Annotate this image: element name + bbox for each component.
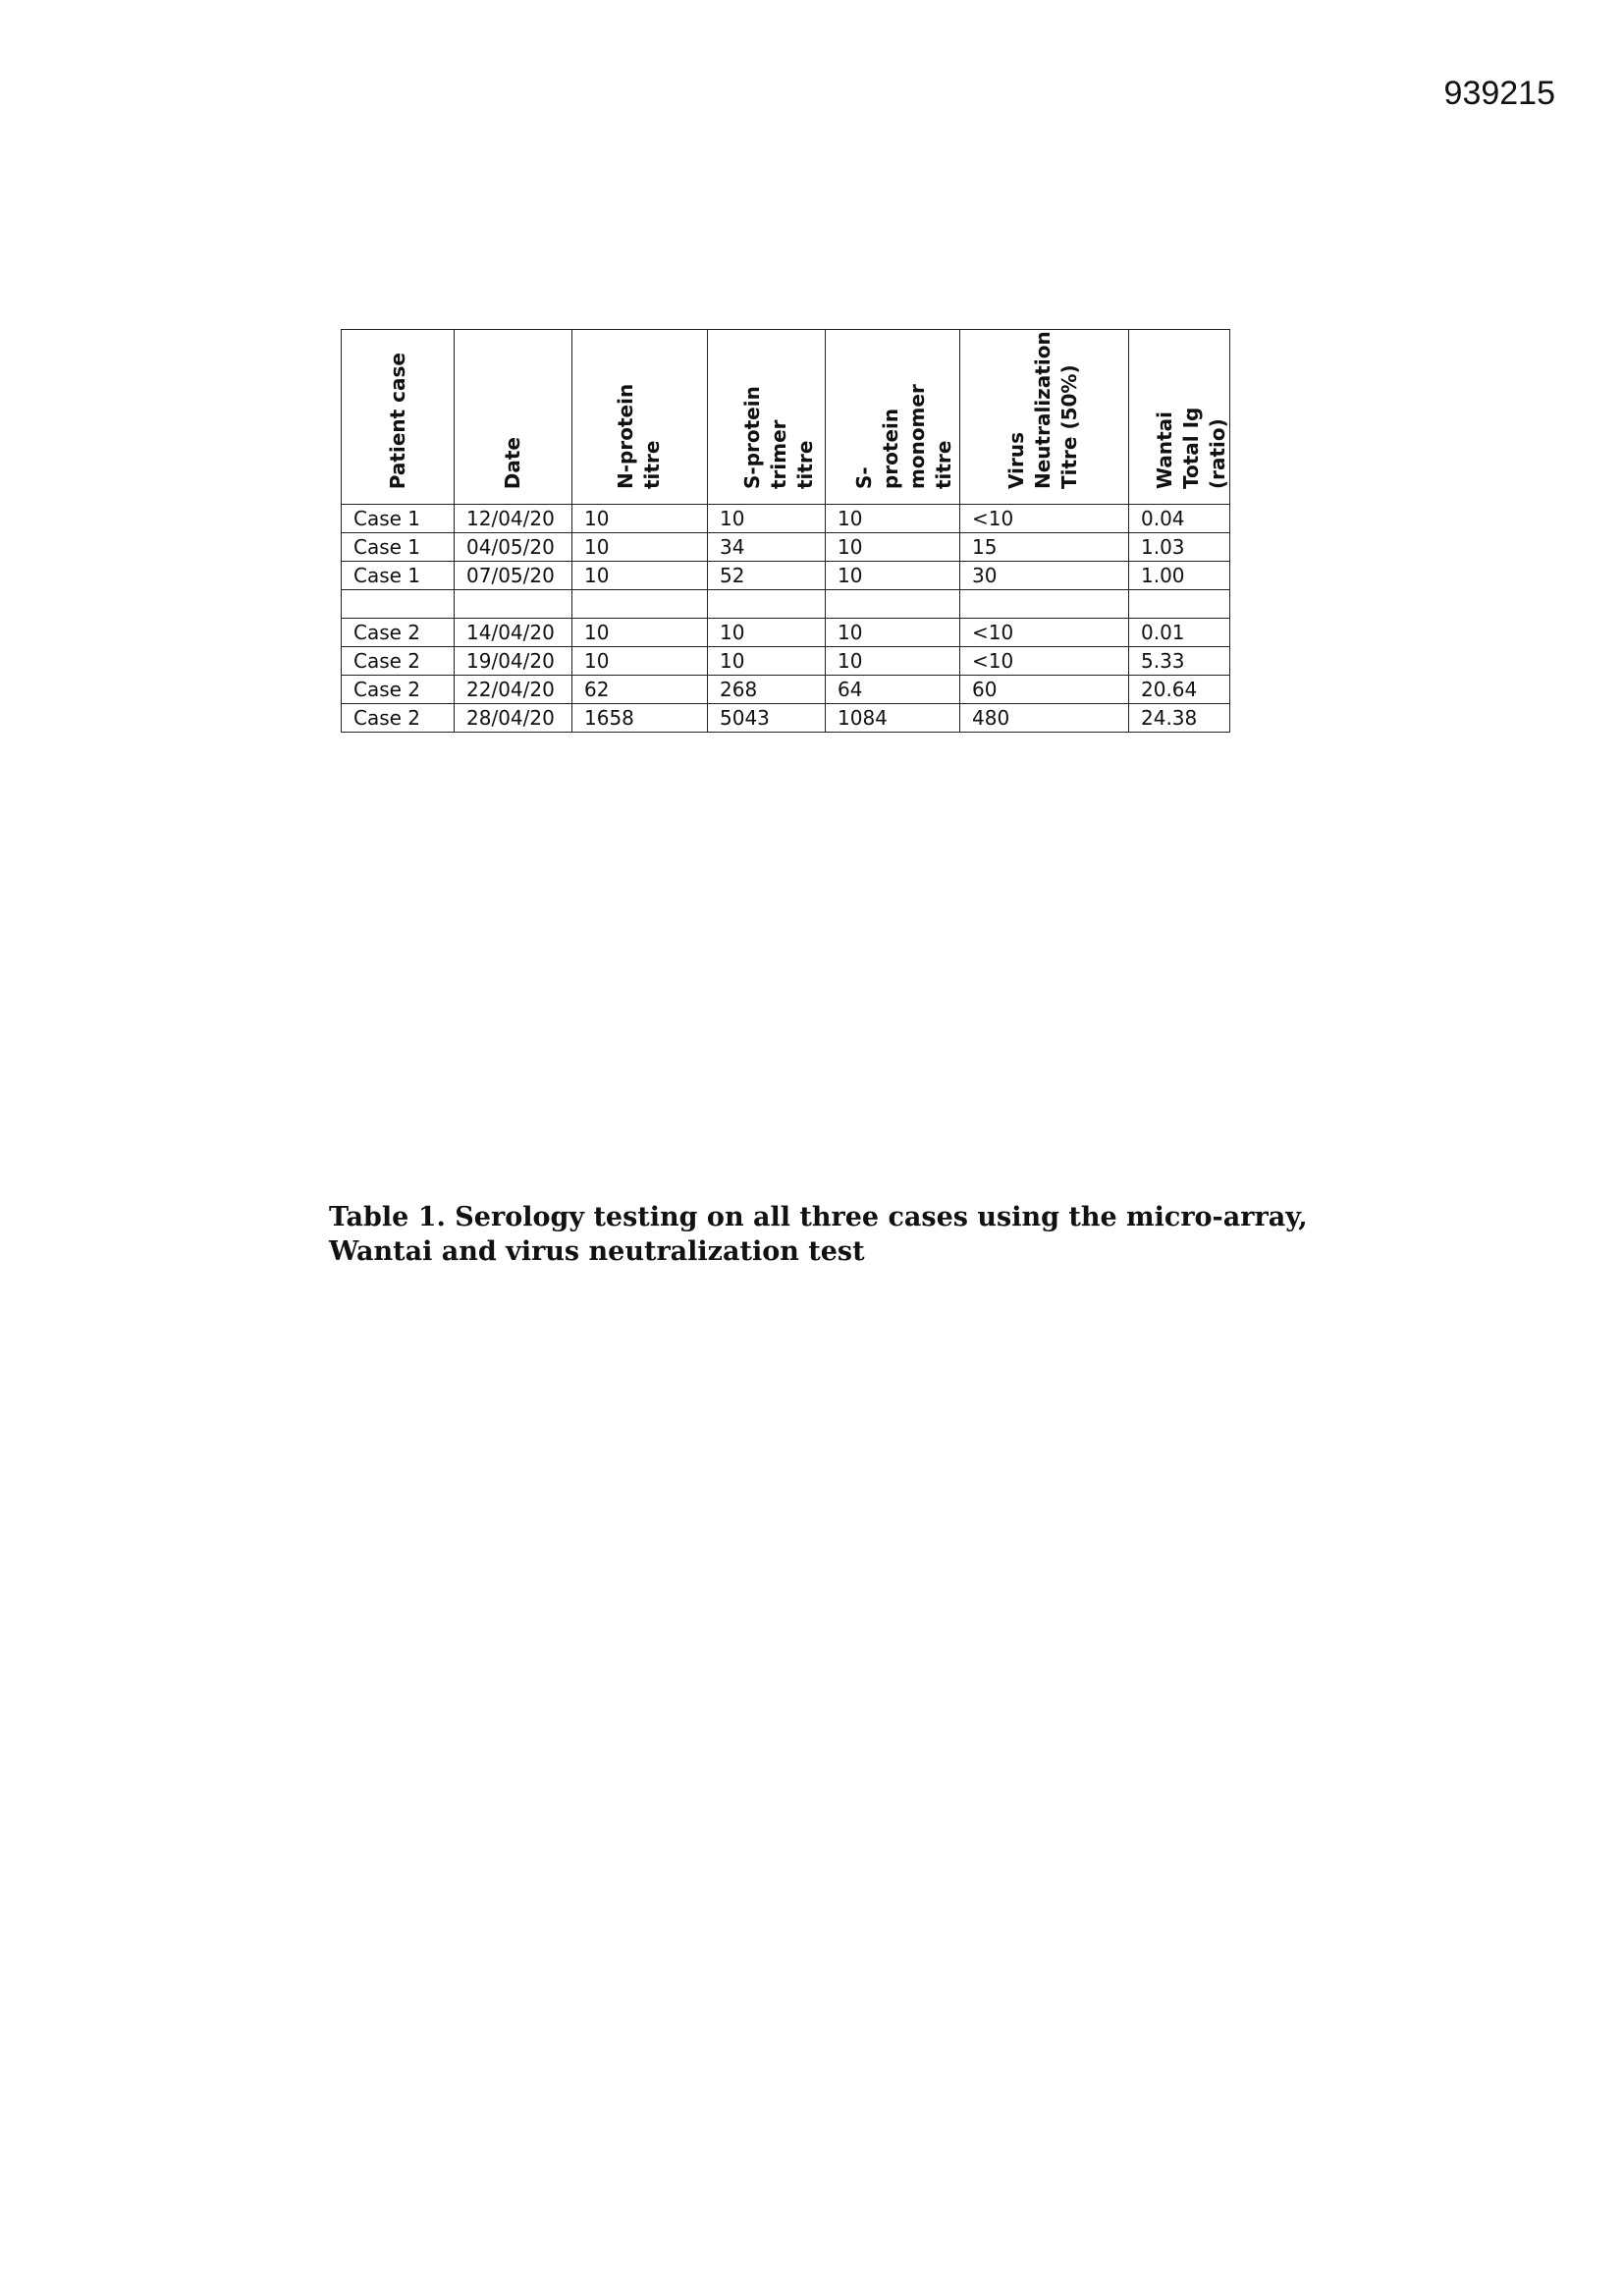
cell-wantai-total-ig: 0.01 xyxy=(1129,619,1230,647)
cell-n-protein: 1658 xyxy=(572,704,708,733)
header-cell xyxy=(455,330,572,505)
cell-patient-case: Case 2 xyxy=(342,676,455,704)
table-row xyxy=(342,704,1230,733)
cell-wantai-total-ig: 1.00 xyxy=(1129,562,1230,590)
cell-patient-case: Case 1 xyxy=(342,562,455,590)
cell-n-protein: 10 xyxy=(572,619,708,647)
cell-virus-neutralization: 30 xyxy=(960,562,1129,590)
header-wantai-total-ig: Wantai Total Ig (ratio) xyxy=(1153,407,1229,489)
cell-date: 07/05/20 xyxy=(455,562,572,590)
cell-date: 19/04/20 xyxy=(455,647,572,676)
table-row xyxy=(342,533,1230,562)
cell-s-protein-monomer: 1084 xyxy=(826,704,960,733)
cell-date: 28/04/20 xyxy=(455,704,572,733)
empty-cell xyxy=(342,590,455,619)
empty-cell xyxy=(708,590,826,619)
table-row xyxy=(342,562,1230,590)
cell-s-protein-trimer: 52 xyxy=(708,562,826,590)
cell-patient-case: Case 1 xyxy=(342,505,455,533)
cell-date: 22/04/20 xyxy=(455,676,572,704)
table-row xyxy=(342,505,1230,533)
serology-table xyxy=(341,329,1230,733)
cell-wantai-total-ig: 0.04 xyxy=(1129,505,1230,533)
header-virus-neutralization: Virus Neutralization Titre (50%) xyxy=(1003,331,1081,489)
cell-patient-case: Case 2 xyxy=(342,647,455,676)
cell-n-protein: 10 xyxy=(572,533,708,562)
cell-virus-neutralization: <10 xyxy=(960,619,1129,647)
header-s-protein-trimer: S-protein trimer titre xyxy=(739,386,817,489)
cell-s-protein-monomer: 10 xyxy=(826,562,960,590)
table-row xyxy=(342,647,1230,676)
empty-cell xyxy=(455,590,572,619)
table-caption: Table 1. Serology testing on all three cases using the micro-array, Wantai and virus neutralization test xyxy=(329,1202,1308,1267)
cell-n-protein: 10 xyxy=(572,505,708,533)
cell-s-protein-trimer: 10 xyxy=(708,619,826,647)
cell-n-protein: 10 xyxy=(572,647,708,676)
cell-wantai-total-ig: 1.03 xyxy=(1129,533,1230,562)
cell-s-protein-trimer: 5043 xyxy=(708,704,826,733)
cell-virus-neutralization: <10 xyxy=(960,505,1129,533)
header-cell xyxy=(708,330,826,505)
cell-virus-neutralization: 60 xyxy=(960,676,1129,704)
cell-patient-case: Case 2 xyxy=(342,704,455,733)
page-number: 939215 xyxy=(1443,75,1555,112)
table-header-row xyxy=(342,330,1230,505)
cell-virus-neutralization: <10 xyxy=(960,647,1129,676)
cell-s-protein-monomer: 64 xyxy=(826,676,960,704)
cell-date: 04/05/20 xyxy=(455,533,572,562)
header-n-protein: N-protein titre xyxy=(613,383,664,489)
table-spacer-row xyxy=(342,590,1230,619)
header-cell xyxy=(572,330,708,505)
header-patient-case: Patient case xyxy=(385,352,409,489)
cell-wantai-total-ig: 20.64 xyxy=(1129,676,1230,704)
empty-cell xyxy=(826,590,960,619)
header-cell xyxy=(1129,330,1230,505)
table-row xyxy=(342,619,1230,647)
serology-table-container xyxy=(341,329,1230,733)
cell-date: 14/04/20 xyxy=(455,619,572,647)
empty-cell xyxy=(1129,590,1230,619)
cell-patient-case: Case 1 xyxy=(342,533,455,562)
header-date: Date xyxy=(501,436,524,489)
header-s-protein-monomer: S-protein monomer titre xyxy=(852,384,955,489)
cell-n-protein: 10 xyxy=(572,562,708,590)
cell-s-protein-trimer: 10 xyxy=(708,647,826,676)
empty-cell xyxy=(960,590,1129,619)
cell-virus-neutralization: 15 xyxy=(960,533,1129,562)
header-cell xyxy=(342,330,455,505)
cell-s-protein-trimer: 34 xyxy=(708,533,826,562)
cell-s-protein-trimer: 10 xyxy=(708,505,826,533)
cell-n-protein: 62 xyxy=(572,676,708,704)
header-cell xyxy=(826,330,960,505)
header-cell xyxy=(960,330,1129,505)
cell-s-protein-monomer: 10 xyxy=(826,505,960,533)
empty-cell xyxy=(572,590,708,619)
cell-s-protein-monomer: 10 xyxy=(826,533,960,562)
cell-date: 12/04/20 xyxy=(455,505,572,533)
cell-s-protein-trimer: 268 xyxy=(708,676,826,704)
cell-patient-case: Case 2 xyxy=(342,619,455,647)
cell-wantai-total-ig: 24.38 xyxy=(1129,704,1230,733)
cell-virus-neutralization: 480 xyxy=(960,704,1129,733)
cell-wantai-total-ig: 5.33 xyxy=(1129,647,1230,676)
table-row xyxy=(342,676,1230,704)
cell-s-protein-monomer: 10 xyxy=(826,619,960,647)
cell-s-protein-monomer: 10 xyxy=(826,647,960,676)
